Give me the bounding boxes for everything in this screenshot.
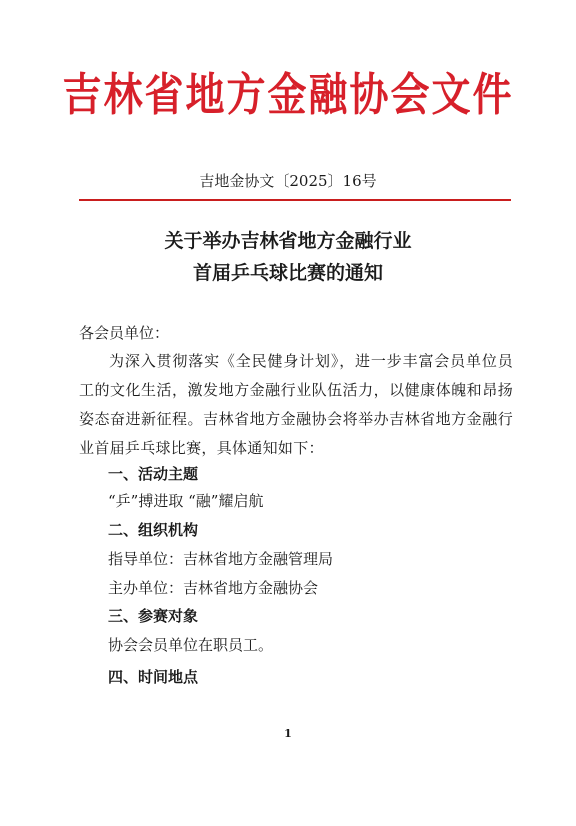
section-organization-host: 主办单位：吉林省地方金融协会 [108,579,319,597]
section-heading-theme: 一、活动主题 [108,465,199,483]
section-theme-text: “乒”搏进取 “融”耀启航 [108,492,264,510]
notice-title-line-2: 首届乒乓球比赛的通知 [192,262,383,284]
section-organization-guide: 指导单位：吉林省地方金融管理局 [108,550,334,568]
document-number: 吉地金协文〔2025〕16号 [199,172,377,190]
salutation: 各会员单位： [79,324,170,342]
notice-title [0,225,576,289]
section-participants-text: 协会会员单位在职员工。 [108,636,274,654]
section-heading-time-place: 四、时间地点 [108,668,199,686]
notice-title-line-1: 关于举办吉林省地方金融行业 [164,230,412,252]
header-divider [79,199,511,201]
section-heading-participants: 三、参赛对象 [108,607,199,625]
intro-paragraph: 为深入贯彻落实《全民健身计划》，进一步丰富会员单位员工的文化生活，激发地方金融行业队伍活力，以健康体魄和昂扬姿态奋进新征程。吉林省地方金融协会将举办吉林省地方金融行业首届乒乓球比赛，具体通知如下： [79,352,513,457]
section-heading-organization: 二、组织机构 [108,521,199,539]
document-header-title: 吉林省地方金融协会文件 [62,69,514,122]
page-number: 1 [284,727,292,740]
